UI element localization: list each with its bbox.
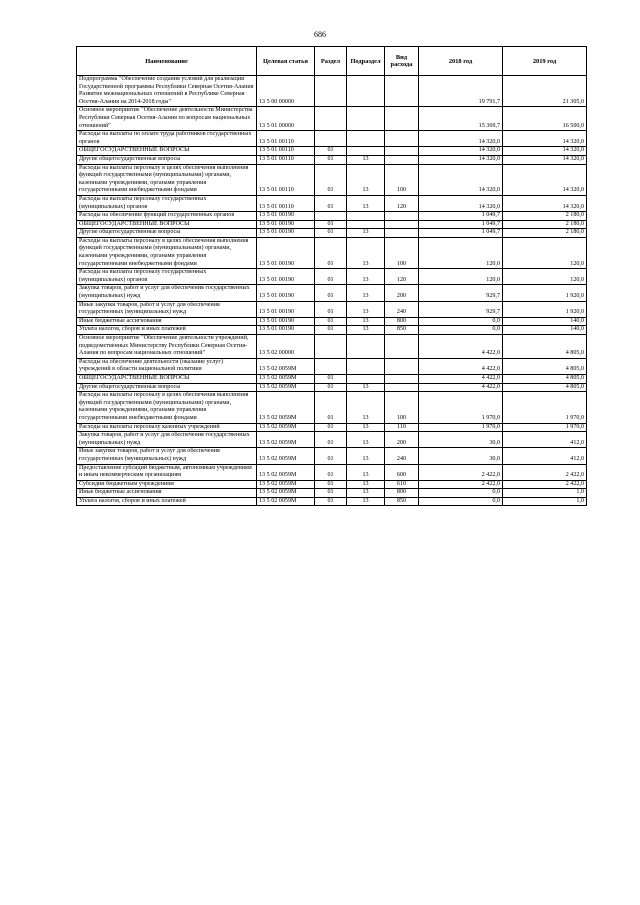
- cell-subsection: 13: [347, 229, 385, 238]
- cell-target: 13 5 02 0059М: [257, 480, 315, 489]
- cell-expense-type: [385, 107, 419, 131]
- cell-2019: 2 180,0: [503, 212, 587, 221]
- cell-2018: 929,7: [419, 301, 503, 317]
- cell-name: Расходы на выплаты персоналу в целях обеспечения выполнения функций государственными (муниципальными) органами, казенными учреждениями, органами управления государственными внебюджетными фондами: [77, 164, 257, 195]
- cell-name: ОБЩЕГОСУДАРСТВЕННЫЕ ВОПРОСЫ: [77, 374, 257, 383]
- cell-2019: 1 920,0: [503, 285, 587, 301]
- table-row: [77, 220, 587, 229]
- table-row: [77, 326, 587, 335]
- cell-subsection: 13: [347, 464, 385, 480]
- table-row: [77, 464, 587, 480]
- table-row: [77, 269, 587, 285]
- cell-2019: 14 320,0: [503, 155, 587, 164]
- header-2019: 2019 год: [503, 47, 587, 76]
- cell-2018: 120,0: [419, 269, 503, 285]
- cell-name: Расходы на выплаты персоналу в целях обеспечения выполнения функций государственными (муниципальными) органами, казенными учреждениями, органами управления государственными внебюджетными фондами: [77, 237, 257, 268]
- cell-2019: 16 500,0: [503, 107, 587, 131]
- cell-2018: 15 369,7: [419, 107, 503, 131]
- cell-target: 13 5 02 0059М: [257, 383, 315, 392]
- cell-name: Иные бюджетные ассигнования: [77, 317, 257, 326]
- cell-name: Другие общегосударственные вопросы: [77, 383, 257, 392]
- page-number: 686: [314, 30, 326, 39]
- header-row: [77, 47, 587, 76]
- cell-expense-type: 100: [385, 392, 419, 423]
- cell-2019: 2 422,0: [503, 464, 587, 480]
- cell-name: Расходы на обеспечение функций государственных органов: [77, 212, 257, 221]
- cell-2019: 1 970,0: [503, 423, 587, 432]
- table-row: [77, 212, 587, 221]
- cell-2018: 1 049,7: [419, 212, 503, 221]
- cell-subsection: [347, 220, 385, 229]
- cell-target: 13 5 01 00190: [257, 301, 315, 317]
- cell-expense-type: [385, 335, 419, 359]
- cell-name: Субсидии бюджетным учреждениям: [77, 480, 257, 489]
- cell-2019: 14 320,0: [503, 131, 587, 147]
- cell-expense-type: [385, 76, 419, 107]
- cell-name: Уплата налогов, сборов и иных платежей: [77, 497, 257, 506]
- cell-2019: 14 320,0: [503, 147, 587, 156]
- cell-2019: 1,0: [503, 489, 587, 498]
- cell-2019: 412,0: [503, 432, 587, 448]
- cell-2019: 4 805,0: [503, 335, 587, 359]
- cell-expense-type: 110: [385, 423, 419, 432]
- header-2018: 2018 год: [419, 47, 503, 76]
- cell-expense-type: 120: [385, 269, 419, 285]
- cell-name: Расходы на выплаты по оплате труда работников государственных органов: [77, 131, 257, 147]
- cell-subsection: 13: [347, 448, 385, 464]
- cell-expense-type: [385, 229, 419, 238]
- cell-section: 01: [315, 383, 347, 392]
- cell-section: 01: [315, 448, 347, 464]
- cell-section: 01: [315, 301, 347, 317]
- cell-expense-type: 800: [385, 489, 419, 498]
- header-subsection: Подраздел: [347, 47, 385, 76]
- cell-name: Закупка товаров, работ и услуг для обеспечения государственных (муниципальных) нужд: [77, 285, 257, 301]
- header-target: Целевая статья: [257, 47, 315, 76]
- cell-2018: 0,0: [419, 489, 503, 498]
- cell-section: 01: [315, 317, 347, 326]
- table-row: [77, 383, 587, 392]
- cell-expense-type: 120: [385, 195, 419, 211]
- cell-name: ОБЩЕГОСУДАРСТВЕННЫЕ ВОПРОСЫ: [77, 147, 257, 156]
- cell-subsection: 13: [347, 155, 385, 164]
- cell-name: Расходы на обеспечение деятельности (оказание услуг) учреждений в области национальной политики: [77, 358, 257, 374]
- cell-subsection: 13: [347, 195, 385, 211]
- cell-2018: 14 320,0: [419, 164, 503, 195]
- cell-target: 13 5 02 0059М: [257, 423, 315, 432]
- cell-2018: 120,0: [419, 237, 503, 268]
- cell-subsection: [347, 107, 385, 131]
- table-row: [77, 155, 587, 164]
- cell-target: 13 5 02 0059М: [257, 497, 315, 506]
- table-row: [77, 480, 587, 489]
- cell-subsection: [347, 358, 385, 374]
- table-row: [77, 131, 587, 147]
- cell-expense-type: [385, 358, 419, 374]
- cell-expense-type: [385, 220, 419, 229]
- cell-2019: 2 180,0: [503, 229, 587, 238]
- cell-expense-type: 200: [385, 432, 419, 448]
- cell-expense-type: 850: [385, 497, 419, 506]
- cell-section: 01: [315, 497, 347, 506]
- cell-expense-type: 610: [385, 480, 419, 489]
- cell-target: 13 5 02 0059М: [257, 358, 315, 374]
- cell-2019: 4 805,0: [503, 358, 587, 374]
- cell-2018: 0,0: [419, 497, 503, 506]
- cell-expense-type: 100: [385, 237, 419, 268]
- cell-target: 13 5 01 00110: [257, 164, 315, 195]
- cell-name: Расходы на выплаты персоналу государственных (муниципальных) органов: [77, 269, 257, 285]
- cell-subsection: 13: [347, 301, 385, 317]
- cell-subsection: 13: [347, 392, 385, 423]
- cell-subsection: 13: [347, 317, 385, 326]
- cell-2019: 1 920,0: [503, 301, 587, 317]
- cell-2018: 4 422,0: [419, 383, 503, 392]
- cell-target: 13 5 01 00190: [257, 212, 315, 221]
- table-row: [77, 195, 587, 211]
- cell-2018: 14 320,0: [419, 147, 503, 156]
- cell-2019: 14 320,0: [503, 164, 587, 195]
- cell-subsection: 13: [347, 237, 385, 268]
- table-row: [77, 76, 587, 107]
- cell-section: 01: [315, 464, 347, 480]
- cell-expense-type: [385, 212, 419, 221]
- table-row: [77, 423, 587, 432]
- cell-section: 01: [315, 423, 347, 432]
- cell-section: 01: [315, 155, 347, 164]
- cell-target: 13 5 02 0059М: [257, 448, 315, 464]
- cell-expense-type: [385, 374, 419, 383]
- cell-2018: 1 970,0: [419, 392, 503, 423]
- cell-target: 13 5 01 00110: [257, 131, 315, 147]
- cell-target: 13 5 02 0059М: [257, 374, 315, 383]
- table-row: [77, 285, 587, 301]
- cell-subsection: [347, 212, 385, 221]
- cell-section: 01: [315, 489, 347, 498]
- cell-2018: 2 422,0: [419, 464, 503, 480]
- cell-subsection: [347, 335, 385, 359]
- cell-target: 13 5 01 00190: [257, 237, 315, 268]
- cell-section: 01: [315, 220, 347, 229]
- cell-expense-type: [385, 383, 419, 392]
- cell-2019: 412,0: [503, 448, 587, 464]
- cell-target: 13 5 01 00110: [257, 155, 315, 164]
- cell-target: 13 5 01 00190: [257, 317, 315, 326]
- cell-section: 01: [315, 326, 347, 335]
- header-expense-type: Вид расхода: [385, 47, 419, 76]
- cell-2019: 14 320,0: [503, 195, 587, 211]
- cell-target: 13 5 01 00110: [257, 195, 315, 211]
- cell-subsection: [347, 147, 385, 156]
- cell-name: Иные бюджетные ассигнования: [77, 489, 257, 498]
- cell-name: Закупка товаров, работ и услуг для обеспечения государственных (муниципальных) нужд: [77, 432, 257, 448]
- cell-2018: 14 320,0: [419, 131, 503, 147]
- cell-subsection: 13: [347, 497, 385, 506]
- table-row: [77, 301, 587, 317]
- table-row: [77, 335, 587, 359]
- table-row: [77, 229, 587, 238]
- cell-name: Уплата налогов, сборов и иных платежей: [77, 326, 257, 335]
- cell-2018: 4 422,0: [419, 374, 503, 383]
- cell-target: 13 5 02 0059М: [257, 489, 315, 498]
- cell-subsection: 13: [347, 164, 385, 195]
- cell-expense-type: [385, 155, 419, 164]
- cell-section: 01: [315, 392, 347, 423]
- cell-subsection: 13: [347, 326, 385, 335]
- cell-target: 13 5 01 00190: [257, 326, 315, 335]
- cell-2018: 1 049,7: [419, 220, 503, 229]
- cell-2018: 14 320,0: [419, 155, 503, 164]
- table-body: [77, 76, 587, 506]
- table-row: [77, 237, 587, 268]
- cell-2018: 30,0: [419, 448, 503, 464]
- cell-name: Основное мероприятие "Обеспечение деятельности Министерства Республики Северная Осетия-Алания по вопросам национальных отношений": [77, 107, 257, 131]
- cell-expense-type: 240: [385, 448, 419, 464]
- cell-2018: 4 422,0: [419, 335, 503, 359]
- table-row: [77, 374, 587, 383]
- cell-name: ОБЩЕГОСУДАРСТВЕННЫЕ ВОПРОСЫ: [77, 220, 257, 229]
- cell-subsection: 13: [347, 285, 385, 301]
- cell-2019: 1,0: [503, 497, 587, 506]
- cell-name: Иные закупки товаров, работ и услуг для обеспечения государственных (муниципальных) нужд: [77, 301, 257, 317]
- cell-subsection: [347, 76, 385, 107]
- cell-section: 01: [315, 480, 347, 489]
- cell-expense-type: 240: [385, 301, 419, 317]
- cell-target: 13 5 00 00000: [257, 76, 315, 107]
- cell-section: 01: [315, 285, 347, 301]
- table-row: [77, 358, 587, 374]
- cell-expense-type: 200: [385, 285, 419, 301]
- cell-expense-type: [385, 131, 419, 147]
- cell-section: 01: [315, 237, 347, 268]
- cell-2019: 1 970,0: [503, 392, 587, 423]
- cell-section: [315, 131, 347, 147]
- cell-subsection: 13: [347, 489, 385, 498]
- cell-target: 13 5 01 00190: [257, 229, 315, 238]
- cell-name: Подпрограмма "Обеспечение создания условий для реализации Государственной программы Республики Северная Осетия-Алания Развитие межнациональных отношений в Республике Северная Осетия-Алания на 2014-2018 годы": [77, 76, 257, 107]
- cell-expense-type: [385, 147, 419, 156]
- cell-target: 13 5 02 00000: [257, 335, 315, 359]
- cell-expense-type: 100: [385, 164, 419, 195]
- table-row: [77, 147, 587, 156]
- table-row: [77, 497, 587, 506]
- cell-section: 01: [315, 432, 347, 448]
- cell-target: 13 5 01 00190: [257, 220, 315, 229]
- cell-2018: 19 791,7: [419, 76, 503, 107]
- cell-2018: 14 320,0: [419, 195, 503, 211]
- cell-section: [315, 107, 347, 131]
- cell-subsection: [347, 374, 385, 383]
- cell-target: 13 5 02 0059М: [257, 432, 315, 448]
- cell-section: 01: [315, 229, 347, 238]
- cell-name: Другие общегосударственные вопросы: [77, 229, 257, 238]
- cell-section: [315, 358, 347, 374]
- table-row: [77, 317, 587, 326]
- cell-name: Расходы на выплаты персоналу государственных (муниципальных) органов: [77, 195, 257, 211]
- cell-2019: 120,0: [503, 269, 587, 285]
- table-row: [77, 489, 587, 498]
- cell-section: 01: [315, 164, 347, 195]
- cell-section: [315, 335, 347, 359]
- header-section: Раздел: [315, 47, 347, 76]
- cell-subsection: 13: [347, 383, 385, 392]
- cell-2019: 2 422,0: [503, 480, 587, 489]
- table-row: [77, 392, 587, 423]
- cell-section: [315, 76, 347, 107]
- cell-subsection: 13: [347, 423, 385, 432]
- table-row: [77, 432, 587, 448]
- table-row: [77, 448, 587, 464]
- cell-expense-type: 600: [385, 464, 419, 480]
- cell-expense-type: 850: [385, 326, 419, 335]
- cell-subsection: 13: [347, 432, 385, 448]
- table-row: [77, 107, 587, 131]
- cell-target: 13 5 01 00110: [257, 147, 315, 156]
- cell-section: 01: [315, 374, 347, 383]
- cell-2019: 21 305,0: [503, 76, 587, 107]
- cell-section: 01: [315, 195, 347, 211]
- cell-target: 13 5 02 0059М: [257, 464, 315, 480]
- cell-2019: 4 805,0: [503, 383, 587, 392]
- header-name: Наименование: [77, 47, 257, 76]
- budget-table: [76, 46, 587, 506]
- cell-2019: 120,0: [503, 237, 587, 268]
- cell-name: Основное мероприятие "Обеспечение деятельности учреждений, подведомственных Министерству Республики Северная Осетия-Алания по вопросам национальных отношений": [77, 335, 257, 359]
- cell-2018: 1 049,7: [419, 229, 503, 238]
- cell-name: Предоставление субсидий бюджетным, автономным учреждениям и иным некоммерческим организациям: [77, 464, 257, 480]
- cell-name: Другие общегосударственные вопросы: [77, 155, 257, 164]
- cell-subsection: 13: [347, 269, 385, 285]
- cell-target: 13 5 01 00000: [257, 107, 315, 131]
- cell-name: Иные закупки товаров, работ и услуг для обеспечения государственных (муниципальных) нужд: [77, 448, 257, 464]
- table-row: [77, 164, 587, 195]
- cell-expense-type: 800: [385, 317, 419, 326]
- cell-2019: 2 180,0: [503, 220, 587, 229]
- cell-2018: 929,7: [419, 285, 503, 301]
- cell-section: [315, 212, 347, 221]
- cell-2018: 0,0: [419, 317, 503, 326]
- cell-subsection: [347, 131, 385, 147]
- cell-2019: 140,0: [503, 326, 587, 335]
- cell-2018: 4 422,0: [419, 358, 503, 374]
- cell-name: Расходы на выплаты персоналу казенных учреждений: [77, 423, 257, 432]
- cell-target: 13 5 01 00190: [257, 285, 315, 301]
- cell-section: 01: [315, 147, 347, 156]
- cell-section: 01: [315, 269, 347, 285]
- cell-2018: 0,0: [419, 326, 503, 335]
- cell-subsection: 13: [347, 480, 385, 489]
- cell-2018: 30,0: [419, 432, 503, 448]
- cell-2019: 140,0: [503, 317, 587, 326]
- cell-2019: 4 805,0: [503, 374, 587, 383]
- cell-target: 13 5 02 0059М: [257, 392, 315, 423]
- cell-target: 13 5 01 00190: [257, 269, 315, 285]
- cell-name: Расходы на выплаты персоналу в целях обеспечения выполнения функций государственными (муниципальными) органами, казенными учреждениями, органами управления государственными внебюджетными фондами: [77, 392, 257, 423]
- cell-2018: 1 970,0: [419, 423, 503, 432]
- cell-2018: 2 422,0: [419, 480, 503, 489]
